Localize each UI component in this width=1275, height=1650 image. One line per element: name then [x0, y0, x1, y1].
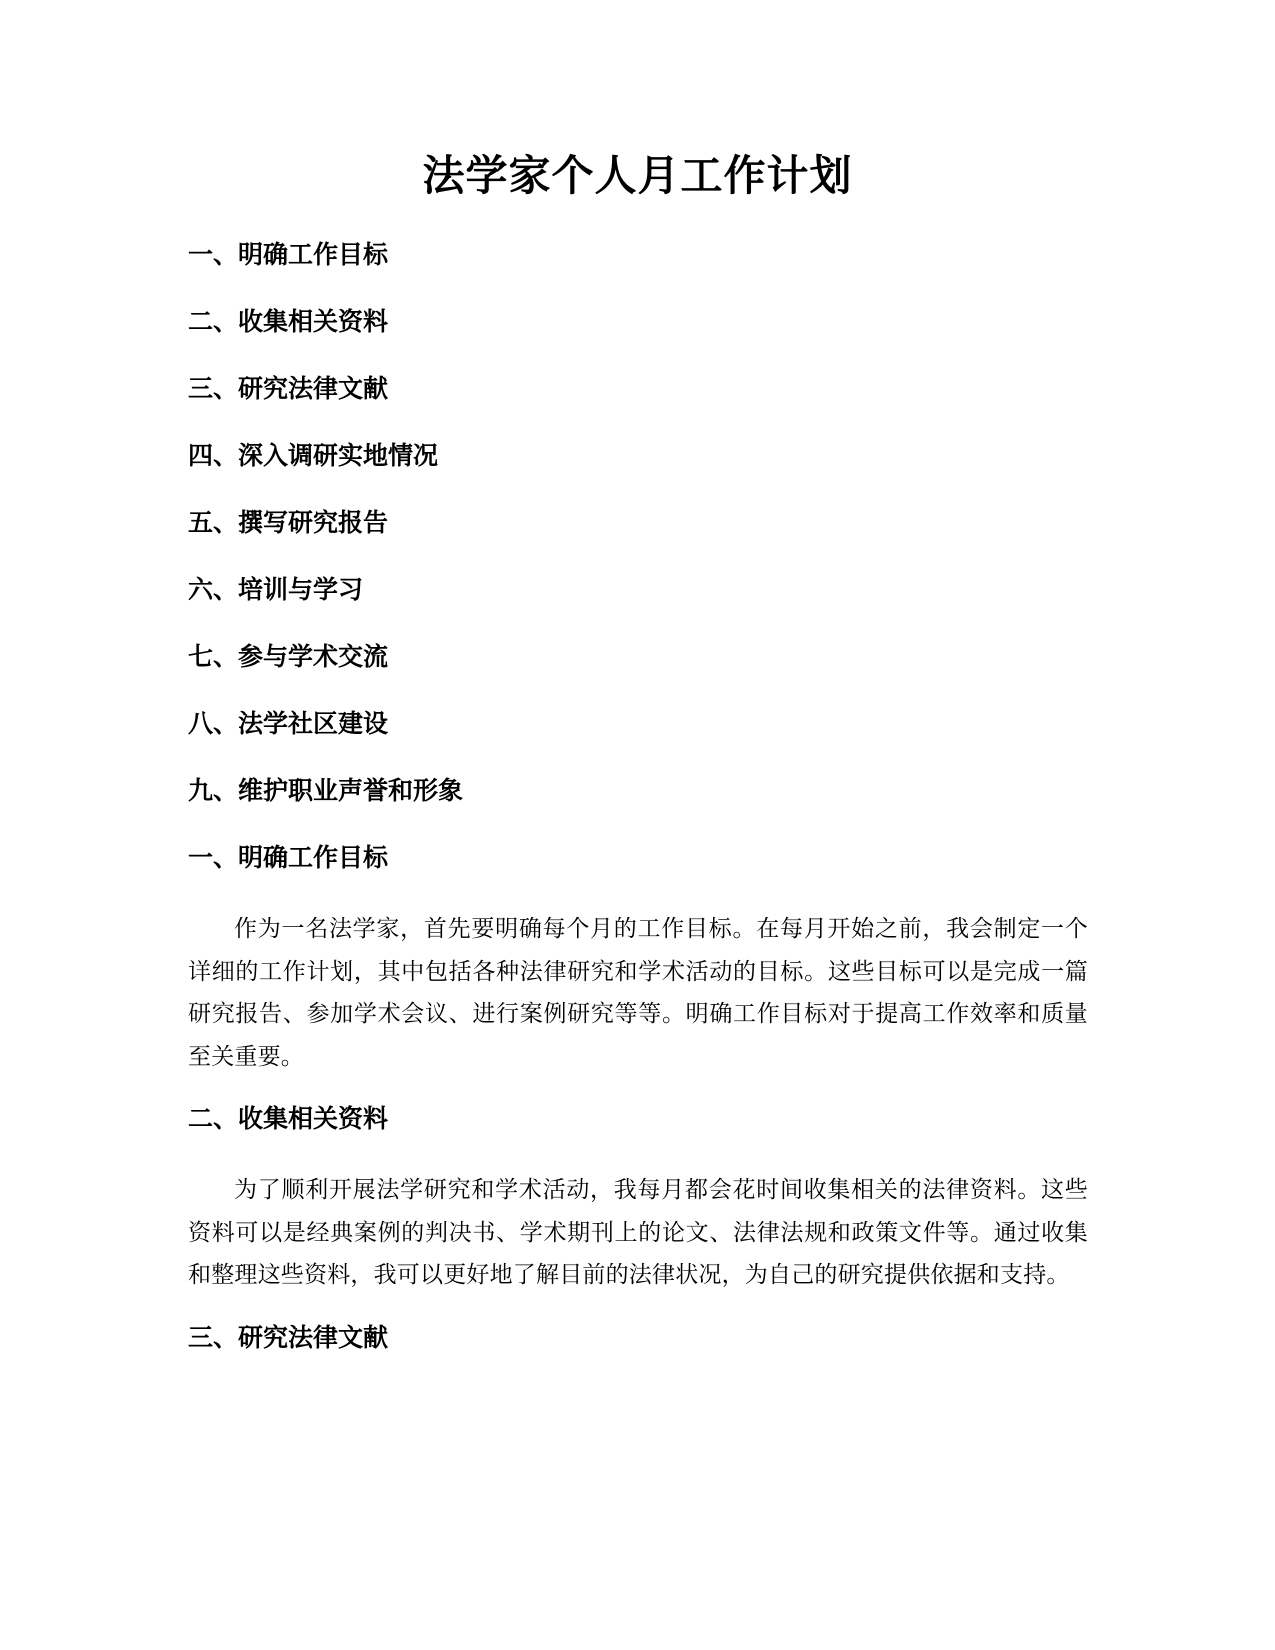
- section-1: [188, 841, 1088, 1078]
- document-title: 法学家个人月工作计划: [422, 151, 853, 200]
- toc-item: 一、明确工作目标: [188, 240, 389, 269]
- document-content: [188, 238, 1088, 1388]
- toc-item: 五、撰写研究报告: [188, 508, 389, 537]
- section-paragraph: 作为一名法学家，首先要明确每个月的工作目标。在每月开始之前，我会制定一个详细的工作计划，其中包括各种法律研究和学术活动的目标。这些目标可以是完成一篇研究报告、参加学术会议、进行案例研究等等。明确工作目标对于提高工作效率和质量至关重要。: [188, 916, 1088, 1070]
- section-3: [188, 1321, 1088, 1388]
- section-heading: 一、明确工作目标: [188, 843, 389, 872]
- section-heading: 三、研究法律文献: [188, 1322, 389, 1352]
- toc-item: 四、深入调研实地情况: [188, 441, 439, 470]
- toc-item: 九、维护职业声誉和形象: [188, 776, 464, 805]
- section-2: [188, 1102, 1088, 1297]
- table-of-contents: [188, 238, 1088, 841]
- section-heading: 二、收集相关资料: [188, 1104, 389, 1133]
- section-paragraph: 为了顺利开展法学研究和学术活动，我每月都会花时间收集相关的法律资料。这些资料可以是经典案例的判决书、学术期刊上的论文、法律法规和政策文件等。通过收集和整理这些资料，我可以更好地了解目前的法律状况，为自己的研究提供依据和支持。: [188, 1177, 1088, 1288]
- toc-item: 七、参与学术交流: [188, 642, 389, 671]
- toc-item: 三、研究法律文献: [188, 374, 389, 403]
- toc-item: 八、法学社区建设: [188, 709, 389, 738]
- toc-item: 六、培训与学习: [188, 575, 364, 604]
- toc-item: 二、收集相关资料: [188, 307, 389, 336]
